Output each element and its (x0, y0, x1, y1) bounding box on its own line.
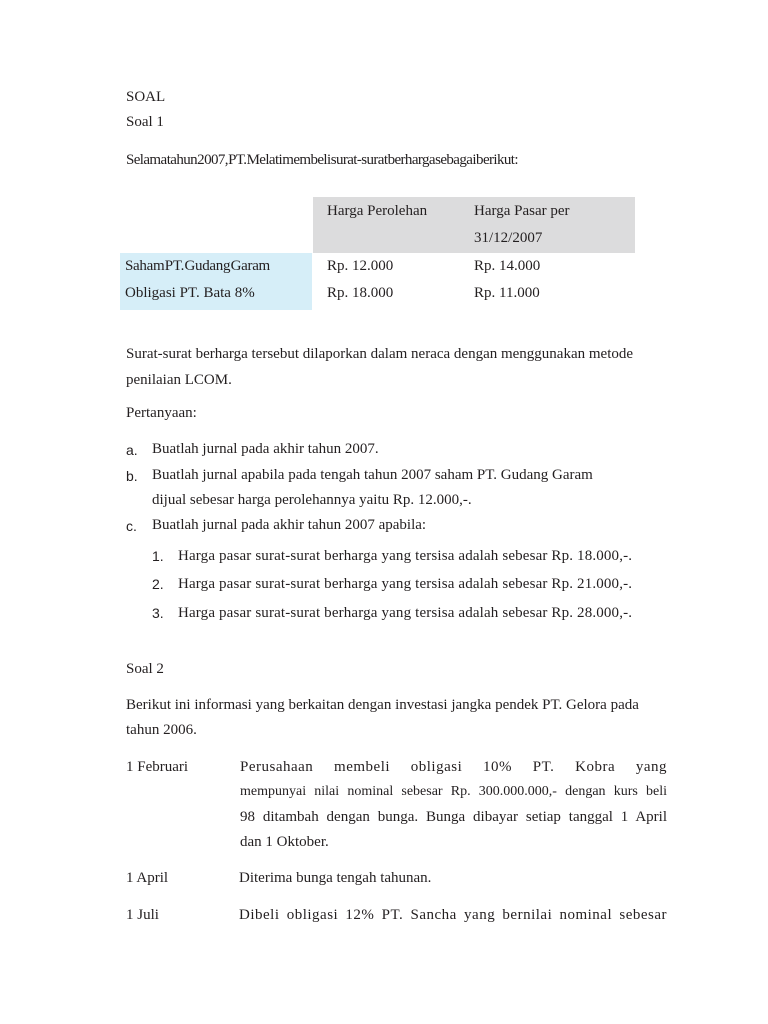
entry-text: mempunyai nilai nominal sebesar Rp. 300.000.000,- dengan kurs beli (240, 784, 667, 799)
entry-date: 1 Februari (126, 759, 189, 775)
entry-date: 1 April (126, 870, 169, 886)
row-label: Saham PT. Gudang Garam (125, 258, 270, 274)
question-text: Buatlah jurnal pada akhir tahun 2007. (152, 441, 379, 457)
subquestion-text: Harga pasar surat-surat berharga yang tersisa adalah sebesar Rp. 28.000,-. (178, 605, 633, 621)
soal2-intro-line: tahun 2006. (126, 722, 197, 738)
paragraph-line: Surat-surat berharga tersebut dilaporkan dalam neraca dengan menggunakan metode (126, 346, 634, 362)
entry-text: dan 1 Oktober. (240, 834, 329, 850)
question-marker: c. (126, 518, 137, 534)
entry-text: Dibeli obligasi 12% PT. Sancha yang bernilai nominal sebesar (239, 907, 667, 923)
subquestion-marker: 2. (152, 576, 164, 592)
entry-text: 98 ditambah dengan bunga. Bunga dibayar setiap tanggal 1 April (240, 809, 667, 825)
entry-text: Perusahaan membeli obligasi 10% PT. Kobra yang (240, 759, 667, 775)
paragraph-line: penilaian LCOM. (126, 372, 232, 388)
column-header-cost: Harga Perolehan (327, 203, 428, 219)
intro-text: Selama tahun 2007, PT. Melati membeli surat-surat berharga sebagai berikut: (126, 152, 518, 168)
questions-heading: Pertanyaan: (126, 405, 197, 421)
column-header-market: Harga Pasar per (474, 203, 570, 219)
row-market: Rp. 14.000 (474, 258, 541, 274)
entry-text: Diterima bunga tengah tahunan. (239, 870, 432, 886)
section-title-soal-1: Soal 1 (126, 114, 164, 130)
row-cost: Rp. 18.000 (327, 285, 394, 301)
row-market: Rp. 11.000 (474, 285, 540, 301)
question-marker: b. (126, 468, 138, 484)
soal2-intro-line: Berikut ini informasi yang berkaitan dengan investasi jangka pendek PT. Gelora pada (126, 697, 639, 713)
document-title: SOAL (126, 89, 166, 105)
column-header-market-date: 31/12/2007 (474, 230, 543, 246)
subquestion-marker: 1. (152, 548, 164, 564)
question-text: Buatlah jurnal pada akhir tahun 2007 apabila: (152, 517, 427, 533)
entry-date: 1 Juli (126, 907, 159, 923)
row-label: Obligasi PT. Bata 8% (125, 285, 255, 301)
subquestion-marker: 3. (152, 605, 164, 621)
subquestion-text: Harga pasar surat-surat berharga yang tersisa adalah sebesar Rp. 21.000,-. (178, 576, 633, 592)
question-text: dijual sebesar harga perolehannya yaitu Rp. 12.000,-. (152, 492, 472, 508)
question-marker: a. (126, 442, 138, 458)
section-title-soal-2: Soal 2 (126, 661, 164, 677)
question-text: Buatlah jurnal apabila pada tengah tahun 2007 saham PT. Gudang Garam (152, 467, 593, 483)
subquestion-text: Harga pasar surat-surat berharga yang tersisa adalah sebesar Rp. 18.000,-. (178, 548, 633, 564)
row-cost: Rp. 12.000 (327, 258, 394, 274)
